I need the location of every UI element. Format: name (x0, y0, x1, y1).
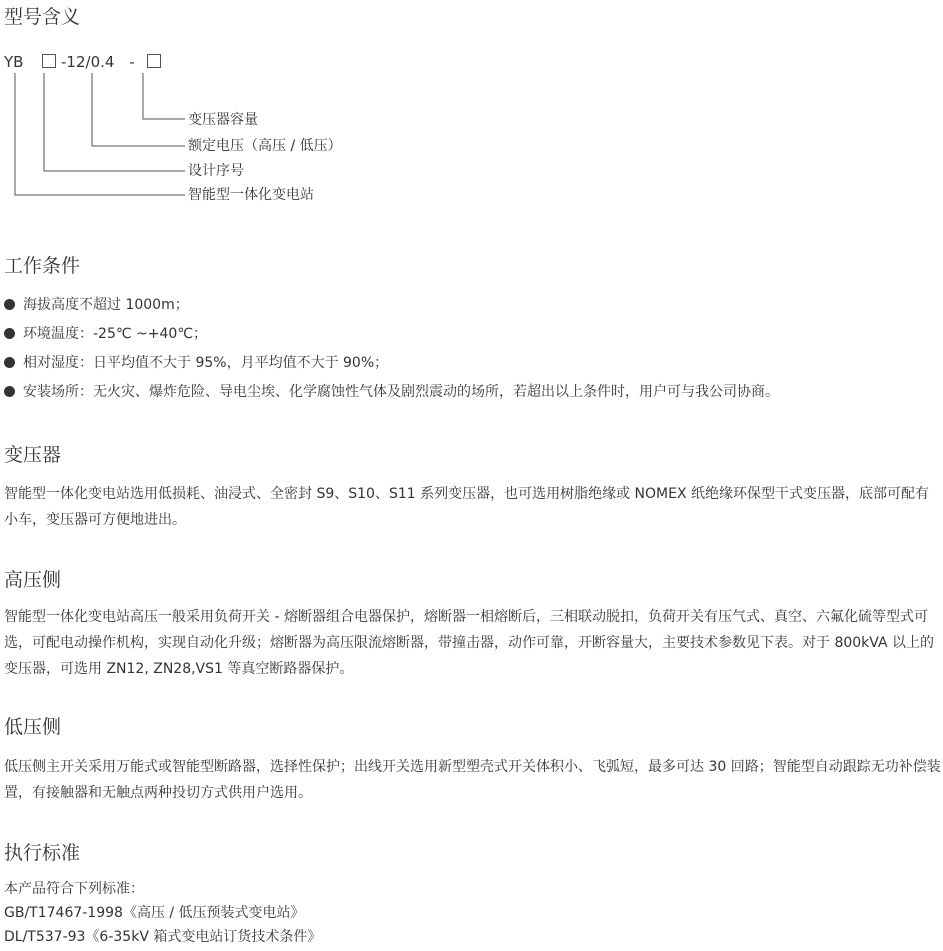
diagram-label-design-no: 设计序号 (188, 163, 244, 179)
model-code-prefix: YB (4, 53, 24, 71)
section-title-lv: 低压侧 (4, 716, 62, 738)
section-title-model: 型号含义 (4, 6, 81, 28)
section-title-transformer: 变压器 (4, 444, 62, 466)
leader-line-capacity (143, 73, 185, 119)
leader-line-design-no (44, 73, 185, 171)
model-diagram-lines (0, 0, 400, 215)
leader-line-voltage (92, 73, 185, 146)
standards-line: GB/T17467-1998《高压 / 低压预装式变电站》 (4, 905, 305, 921)
model-code-mid: -12/0.4 (61, 53, 115, 71)
condition-item: 相对湿度：日平均值不大于 95%，月平均值不大于 90%； (4, 352, 388, 374)
hv-text: 智能型一体化变电站高压一般采用负荷开关 - 熔断器组合电器保护，熔断器一相熔断后，三相联动脱扣，负荷开关有压气式、真空、六氟化硫等型式可选，可配电动操作机构，实现自动化升级；熔断器为高压限流熔断器，带撞击器，动作可靠，开断容量大，主要技术参数见下表。对于 800kVA 以上的变压器，可选用 ZN12, ZN28,VS1 等真空断路器保护。 (4, 609, 934, 677)
standards-line: 本产品符合下列标准： (4, 881, 144, 897)
condition-item: 海拔高度不超过 1000m； (4, 294, 189, 316)
condition-item: 环境温度：-25℃ ~+40℃； (4, 323, 207, 345)
bullet-dot-icon (4, 386, 15, 397)
section-title-standards: 执行标准 (4, 842, 81, 864)
lv-text: 低压侧主开关采用万能式或智能型断路器，选择性保护；出线开关选用新型塑壳式开关体积小、飞弧短，最多可达 30 回路；智能型自动跟踪无功补偿装置，有接触器和无触点两种投切方式供用户选用。 (4, 759, 941, 801)
diagram-label-voltage: 额定电压（高压 / 低压） (188, 138, 342, 154)
diagram-label-type: 智能型一体化变电站 (188, 187, 314, 203)
bullet-dot-icon (4, 328, 15, 339)
bullet-dot-icon (4, 299, 15, 310)
transformer-text: 智能型一体化变电站选用低损耗、油浸式、全密封 S9、S10、S11 系列变压器，也可选用树脂绝缘或 NOMEX 纸绝缘环保型干式变压器，底部可配有小车，变压器可方便地进出。 (4, 486, 930, 528)
section-title-conditions: 工作条件 (4, 255, 81, 277)
bullet-dot-icon (4, 357, 15, 368)
section-title-hv: 高压侧 (4, 569, 62, 591)
diagram-label-capacity: 变压器容量 (188, 112, 258, 128)
model-code-sep: - (129, 53, 135, 71)
condition-item: 安装场所：无火灾、爆炸危险、导电尘埃、化学腐蚀性气体及剧烈震动的场所，若超出以上条件时，用户可与我公司协商。 (4, 381, 779, 403)
standards-line: DL/T537-93《6-35kV 箱式变电站订货技术条件》 (4, 929, 322, 945)
leader-line-type (15, 73, 185, 195)
